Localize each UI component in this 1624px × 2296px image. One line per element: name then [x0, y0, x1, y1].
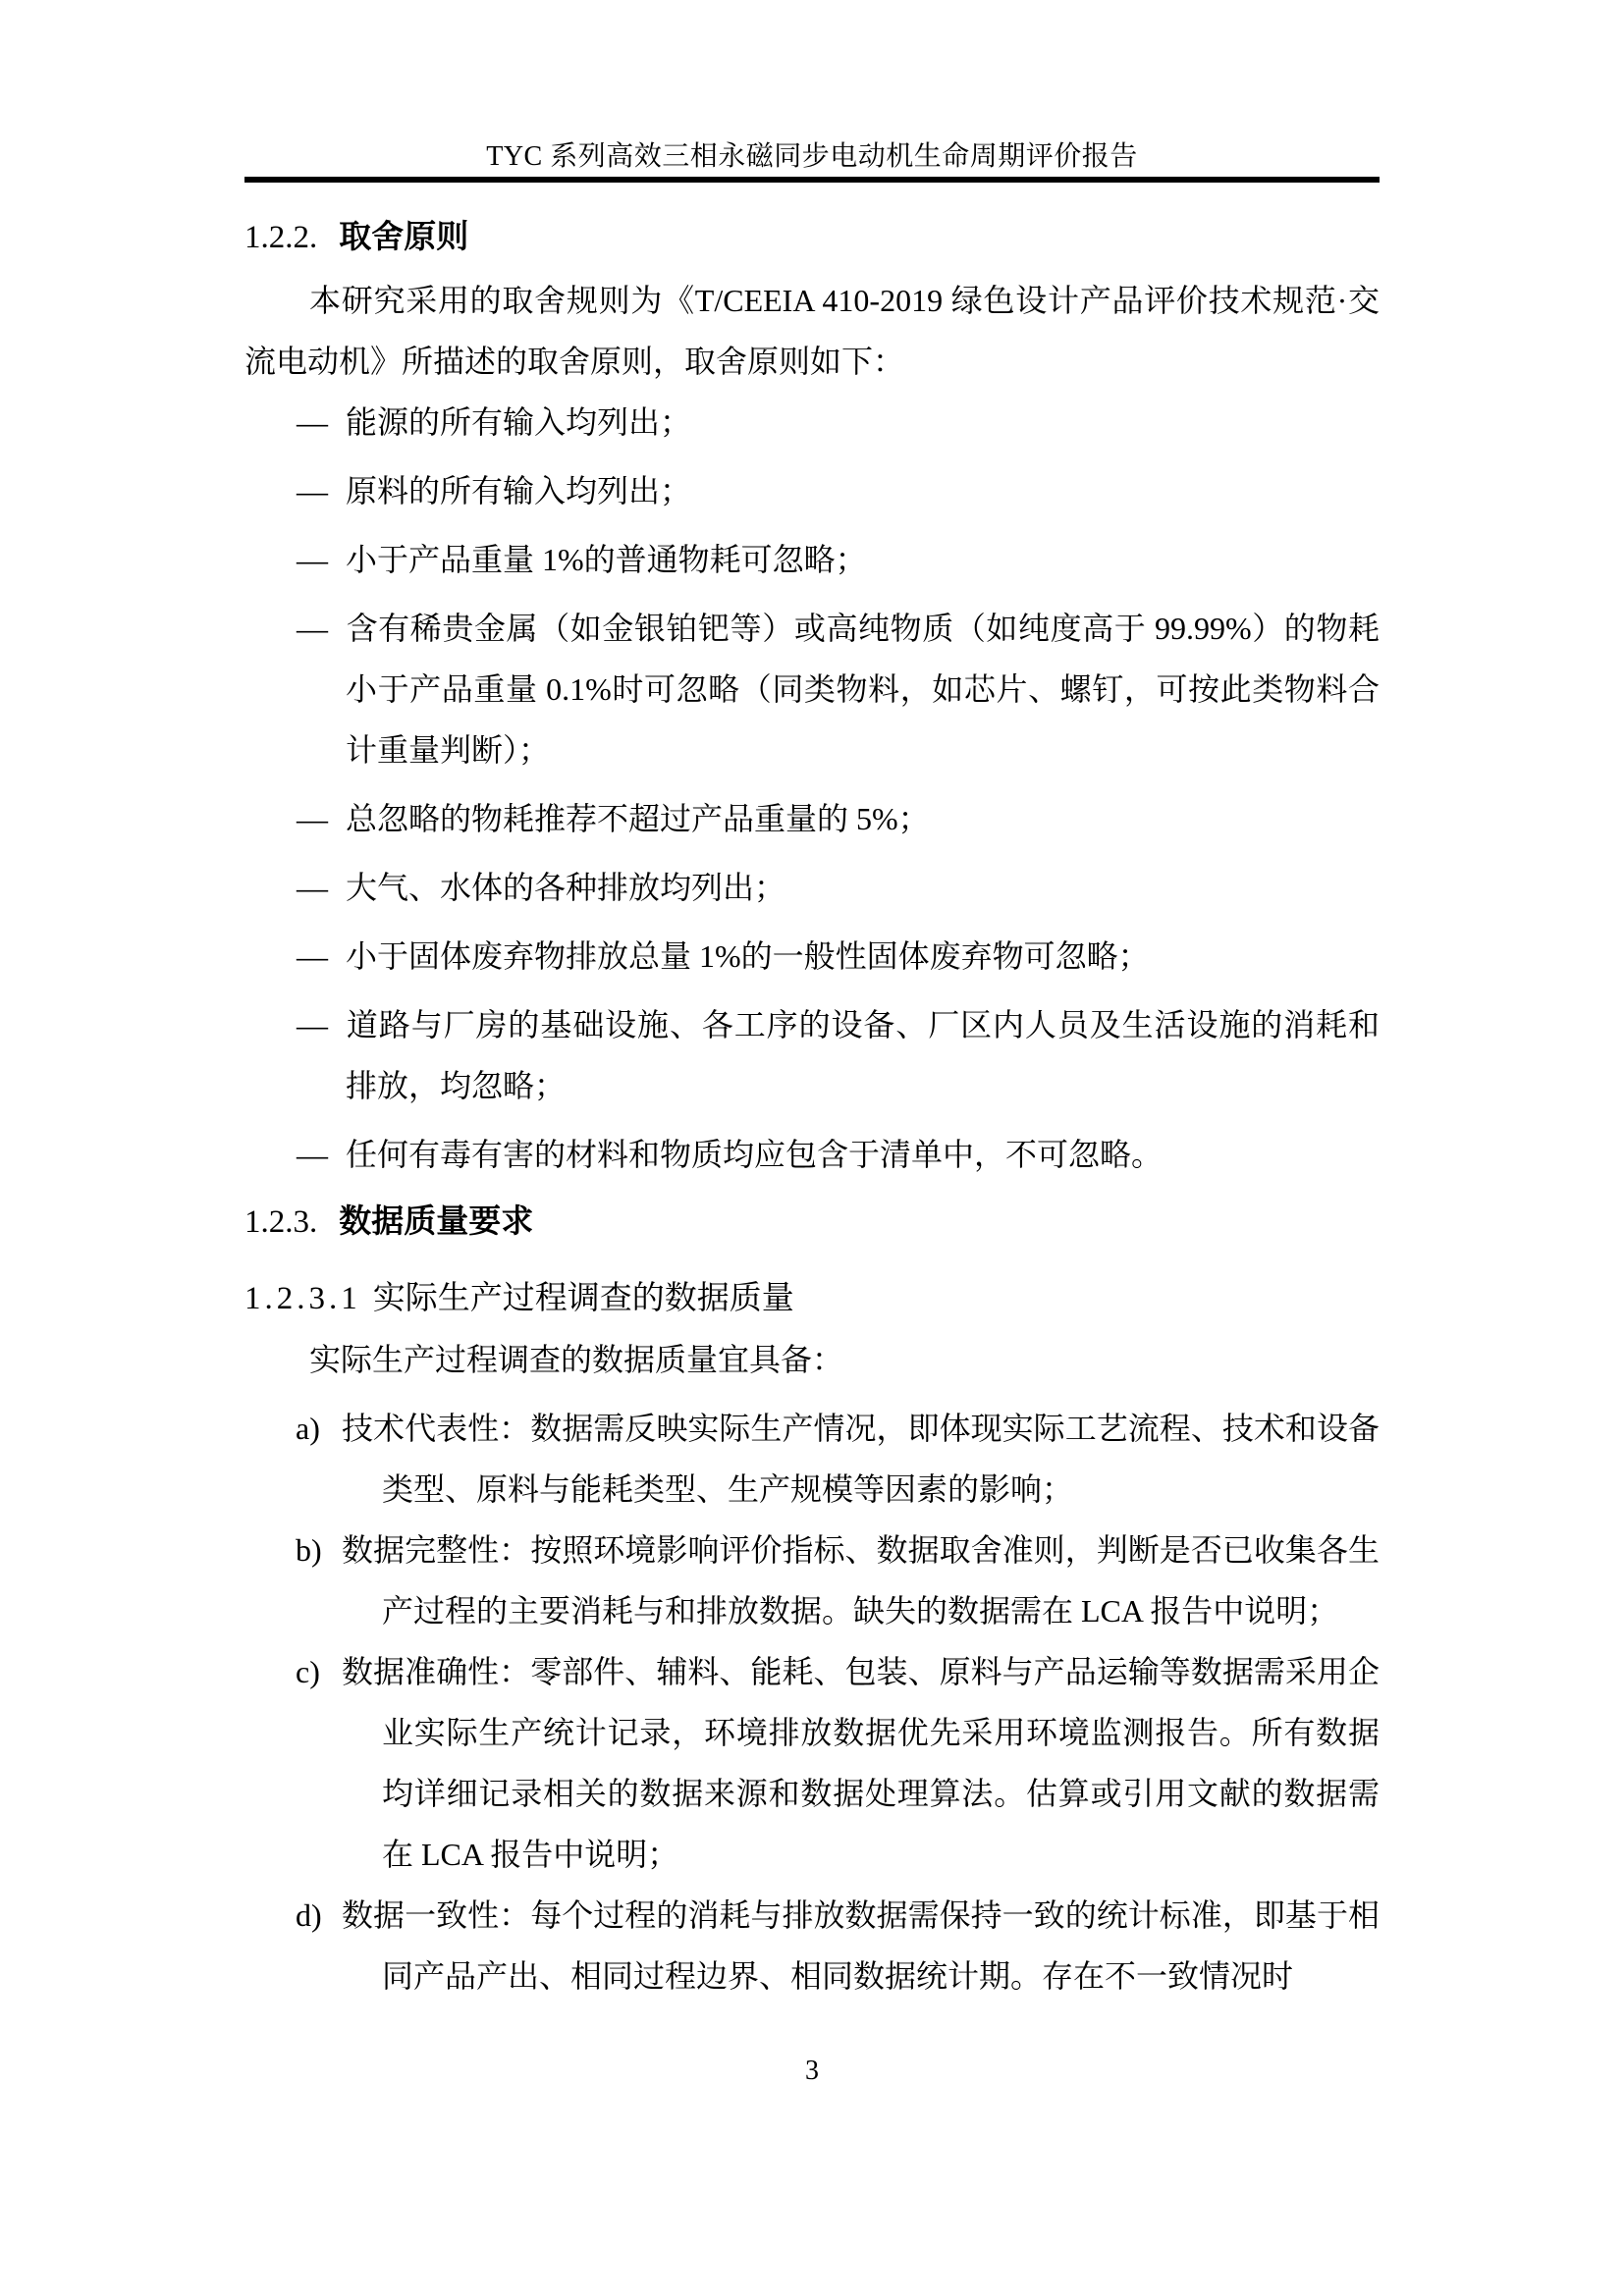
cutoff-criteria-list [244, 392, 1380, 1185]
dash-marker: — [297, 542, 328, 577]
subsection-number: 1.2.3.1 [244, 1281, 361, 1316]
list-item-text: 总忽略的物耗推荐不超过产品重量的 5%； [346, 801, 930, 836]
list-item-text: 小于固体废弃物排放总量 1%的一般性固体废弃物可忽略； [346, 938, 1150, 974]
section-heading-1-2-3 [244, 1199, 1380, 1245]
list-item-text: 数据一致性：每个过程的消耗与排放数据需保持一致的统计标准，即基于相同产品产出、相同过程边界、相同数据统计期。存在不一致情况时 [342, 1897, 1380, 1994]
dash-marker: — [297, 938, 328, 974]
page-header [244, 139, 1380, 183]
section-title: 取舍原则 [339, 218, 469, 254]
document-body [244, 214, 1380, 2089]
dash-marker: — [297, 870, 328, 905]
list-item [296, 1520, 1380, 1641]
list-item-text: 能源的所有输入均列出； [346, 404, 692, 440]
list-item-text: 含有稀贵金属（如金银铂钯等）或高纯物质（如纯度高于 99.99%）的物耗小于产品重量 0.1%时可忽略（同类物料，如芯片、螺钉，可按此类物料合计重量判断）； [346, 611, 1380, 768]
dash-marker: — [297, 404, 328, 440]
section-title: 数据质量要求 [339, 1202, 534, 1239]
subsection-heading-1-2-3-1 [244, 1268, 1380, 1329]
quality-criteria-list [244, 1398, 1380, 2006]
page-number: 3 [805, 2056, 819, 2086]
list-item [297, 857, 1380, 918]
section-heading-1-2-2 [244, 214, 1380, 260]
list-item [297, 926, 1380, 987]
section-number: 1.2.2. [244, 220, 318, 255]
list-item-text: 原料的所有输入均列出； [346, 473, 692, 508]
list-item [297, 392, 1380, 453]
header-rule [244, 177, 1380, 183]
list-item-text: 任何有毒有害的材料和物质均应包含于清单中，不可忽略。 [346, 1137, 1164, 1172]
list-item-text: 数据完整性：按照环境影响评价指标、数据取舍准则，判断是否已收集各生产过程的主要消耗与和排放数据。缺失的数据需在 LCA 报告中说明； [342, 1532, 1380, 1629]
list-item [296, 1641, 1380, 1885]
cutoff-intro-paragraph: 本研究采用的取舍规则为《T/CEEIA 410-2019 绿色设计产品评价技术规范·交流电动机》所描述的取舍原则，取舍原则如下： [244, 283, 1380, 379]
letter-marker: b) [296, 1532, 322, 1568]
page-header-title: TYC 系列高效三相永磁同步电动机生命周期评价报告 [486, 141, 1138, 172]
dash-marker: — [297, 1137, 328, 1172]
list-item-text: 数据准确性：零部件、辅料、能耗、包装、原料与产品运输等数据需采用企业实际生产统计记录，环境排放数据优先采用环境监测报告。所有数据均详细记录相关的数据来源和数据处理算法。估算或引用文献的数据需在 LCA 报告中说明； [342, 1654, 1380, 1872]
list-item [297, 1124, 1380, 1185]
list-item-text: 道路与厂房的基础设施、各工序的设备、厂区内人员及生活设施的消耗和排放，均忽略； [346, 1007, 1380, 1103]
list-item [297, 598, 1380, 780]
list-item [297, 460, 1380, 521]
dash-marker: — [297, 801, 328, 836]
list-item [297, 994, 1380, 1116]
list-item [297, 788, 1380, 849]
dash-marker: — [297, 611, 328, 646]
subsection-title: 实际生产过程调查的数据质量 [372, 1281, 794, 1316]
dash-marker: — [297, 473, 328, 508]
letter-marker: a) [296, 1411, 320, 1446]
dash-marker: — [297, 1007, 328, 1042]
letter-marker: d) [296, 1897, 322, 1933]
letter-marker: c) [296, 1654, 320, 1689]
section-number: 1.2.3. [244, 1204, 318, 1240]
list-item-text: 大气、水体的各种排放均列出； [346, 870, 786, 905]
list-item-text: 小于产品重量 1%的普通物耗可忽略； [346, 542, 867, 577]
list-item [297, 529, 1380, 590]
list-item [296, 1398, 1380, 1520]
list-item-text: 技术代表性：数据需反映实际生产情况，即体现实际工艺流程、技术和设备类型、原料与能耗类型、生产规模等因素的影响； [342, 1411, 1380, 1507]
list-item [296, 1885, 1380, 2006]
quality-lead-paragraph: 实际生产过程调查的数据质量宜具备： [309, 1342, 844, 1377]
